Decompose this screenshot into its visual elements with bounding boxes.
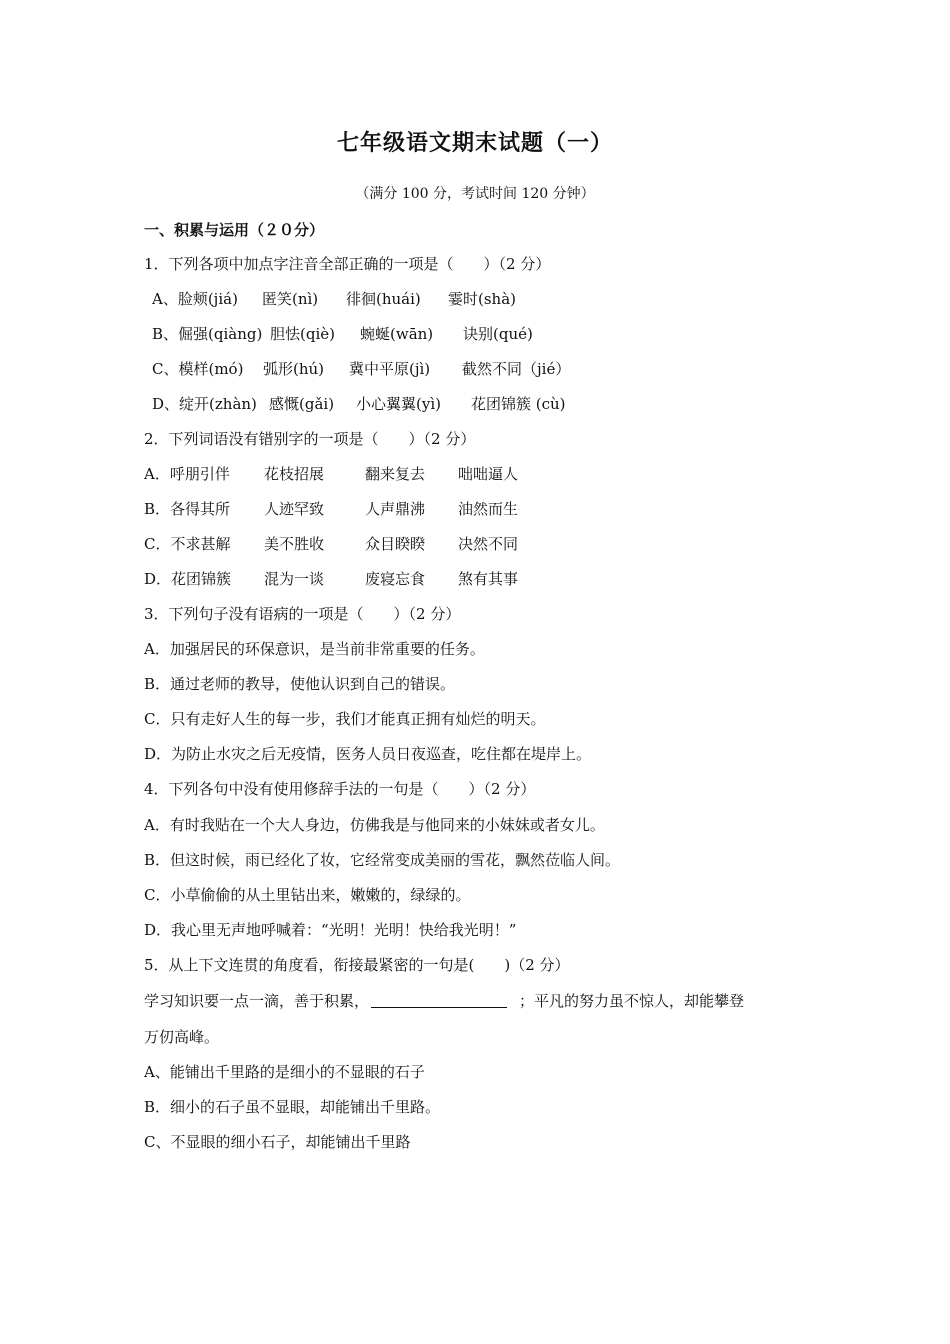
question-4-stem: 4．下列各句中没有使用修辞手法的一句是（ ）（2 分） (144, 780, 536, 798)
q2-option-d (144, 568, 518, 589)
q1-option-b-item-4: 诀别(qué) (463, 325, 533, 343)
q3-option-a: A．加强居民的环保意识，是当前非常重要的任务。 (144, 640, 485, 658)
q1-option-b-item-1: B、倔强(qiàng) (152, 325, 263, 343)
page-subtitle: （满分 100 分，考试时间 120 分钟） (355, 186, 595, 202)
q2-option-b-item-4: 油然而生 (458, 500, 519, 518)
q2-option-a (144, 463, 518, 484)
question-1-stem: 1．下列各项中加点字注音全部正确的一项是（ ）（2 分） (144, 255, 551, 273)
q1-option-a-item-3: 徘徊(huái) (346, 290, 421, 308)
answer-blank (371, 993, 507, 1008)
q5-passage-part-1: 学习知识要一点一滴，善于积累， (144, 992, 370, 1010)
q1-option-d-item-3: 小心翼翼(yì) (356, 395, 441, 413)
q1-option-a-item-2: 匿笑(nì) (262, 290, 319, 308)
q2-option-b-item-3: 人声鼎沸 (365, 500, 426, 518)
q5-option-b: B．细小的石子虽不显眼，却能铺出千里路。 (144, 1098, 441, 1116)
q1-option-d (152, 393, 566, 414)
q1-option-a-item-4: 霎时(shà) (448, 290, 517, 308)
q2-option-c-item-4: 决然不同 (458, 535, 519, 553)
q1-option-c-item-3: 冀中平原(jì) (349, 360, 431, 378)
question-5-stem: 5．从上下文连贯的角度看，衔接最紧密的一句是( )（2 分） (144, 956, 570, 974)
q5-passage-part-2: ；平凡的努力虽不惊人，却能攀登 (519, 992, 745, 1010)
q2-option-b-item-1: B．各得其所 (144, 500, 231, 518)
page-title: 七年级语文期末试题（一） (336, 130, 613, 156)
q2-option-a-item-4: 咄咄逼人 (458, 465, 519, 483)
q2-option-a-item-1: A．呼朋引伴 (144, 465, 230, 483)
q5-passage-line-1 (144, 990, 744, 1011)
q2-option-d-item-2: 混为一谈 (264, 570, 325, 588)
q3-option-c: C．只有走好人生的每一步，我们才能真正拥有灿烂的明天。 (144, 710, 546, 728)
q1-option-a (152, 288, 516, 309)
q1-option-b-item-2: 胆怯(qiè) (270, 325, 335, 343)
q1-option-c-item-4: 截然不同（jié） (462, 360, 571, 378)
q2-option-d-item-3: 废寝忘食 (365, 570, 426, 588)
q2-option-c-item-1: C．不求甚解 (144, 535, 231, 553)
q2-option-b (144, 498, 518, 519)
q4-option-a: A．有时我贴在一个大人身边，仿佛我是与他同来的小妹妹或者女儿。 (144, 816, 605, 834)
q4-option-d: D．我心里无声地呼喊着：“光明！光明！快给我光明！” (144, 921, 517, 939)
question-3-stem: 3．下列句子没有语病的一项是（ ）（2 分） (144, 605, 461, 623)
q1-option-d-item-4: 花团锦簇 (cù) (471, 395, 566, 413)
q3-option-d: D．为防止水灾之后无疫情，医务人员日夜巡查，吃住都在堤岸上。 (144, 745, 592, 763)
q2-option-a-item-3: 翻来复去 (365, 465, 426, 483)
q2-option-c-item-2: 美不胜收 (264, 535, 325, 553)
q2-option-d-item-4: 煞有其事 (458, 570, 519, 588)
q4-option-c: C．小草偷偷的从土里钻出来，嫩嫩的，绿绿的。 (144, 886, 471, 904)
q1-option-c-item-2: 弧形(hú) (263, 360, 325, 378)
q5-option-c: C、不显眼的细小石子，却能铺出千里路 (144, 1133, 411, 1151)
question-2-stem: 2．下列词语没有错别字的一项是（ ）（2 分） (144, 430, 476, 448)
q1-option-d-item-2: 感慨(gǎi) (269, 395, 335, 413)
q1-option-d-item-1: D、绽开(zhàn) (152, 395, 257, 413)
q4-option-b: B．但这时候，雨已经化了妆，它经常变成美丽的雪花，飘然莅临人间。 (144, 851, 621, 869)
q1-option-a-item-1: A、脸颊(jiá) (152, 290, 238, 308)
q2-option-b-item-2: 人迹罕致 (264, 500, 325, 518)
q2-option-a-item-2: 花枝招展 (264, 465, 325, 483)
q2-option-c-item-3: 众目睽睽 (365, 535, 426, 553)
section-heading: 一、积累与运用（２０分） (144, 221, 325, 239)
q3-option-b: B．通过老师的教导，使他认识到自己的错误。 (144, 675, 456, 693)
q1-option-c-item-1: C、模样(mó) (152, 360, 244, 378)
q1-option-b-item-3: 蜿蜒(wān) (360, 325, 434, 343)
q2-option-c (144, 533, 518, 554)
q1-option-b (152, 323, 533, 344)
q2-option-d-item-1: D．花团锦簇 (144, 570, 232, 588)
q5-passage-line-2: 万仞高峰。 (144, 1028, 220, 1046)
q5-option-a: A、能铺出千里路的是细小的不显眼的石子 (144, 1063, 425, 1081)
q1-option-c (152, 358, 570, 379)
